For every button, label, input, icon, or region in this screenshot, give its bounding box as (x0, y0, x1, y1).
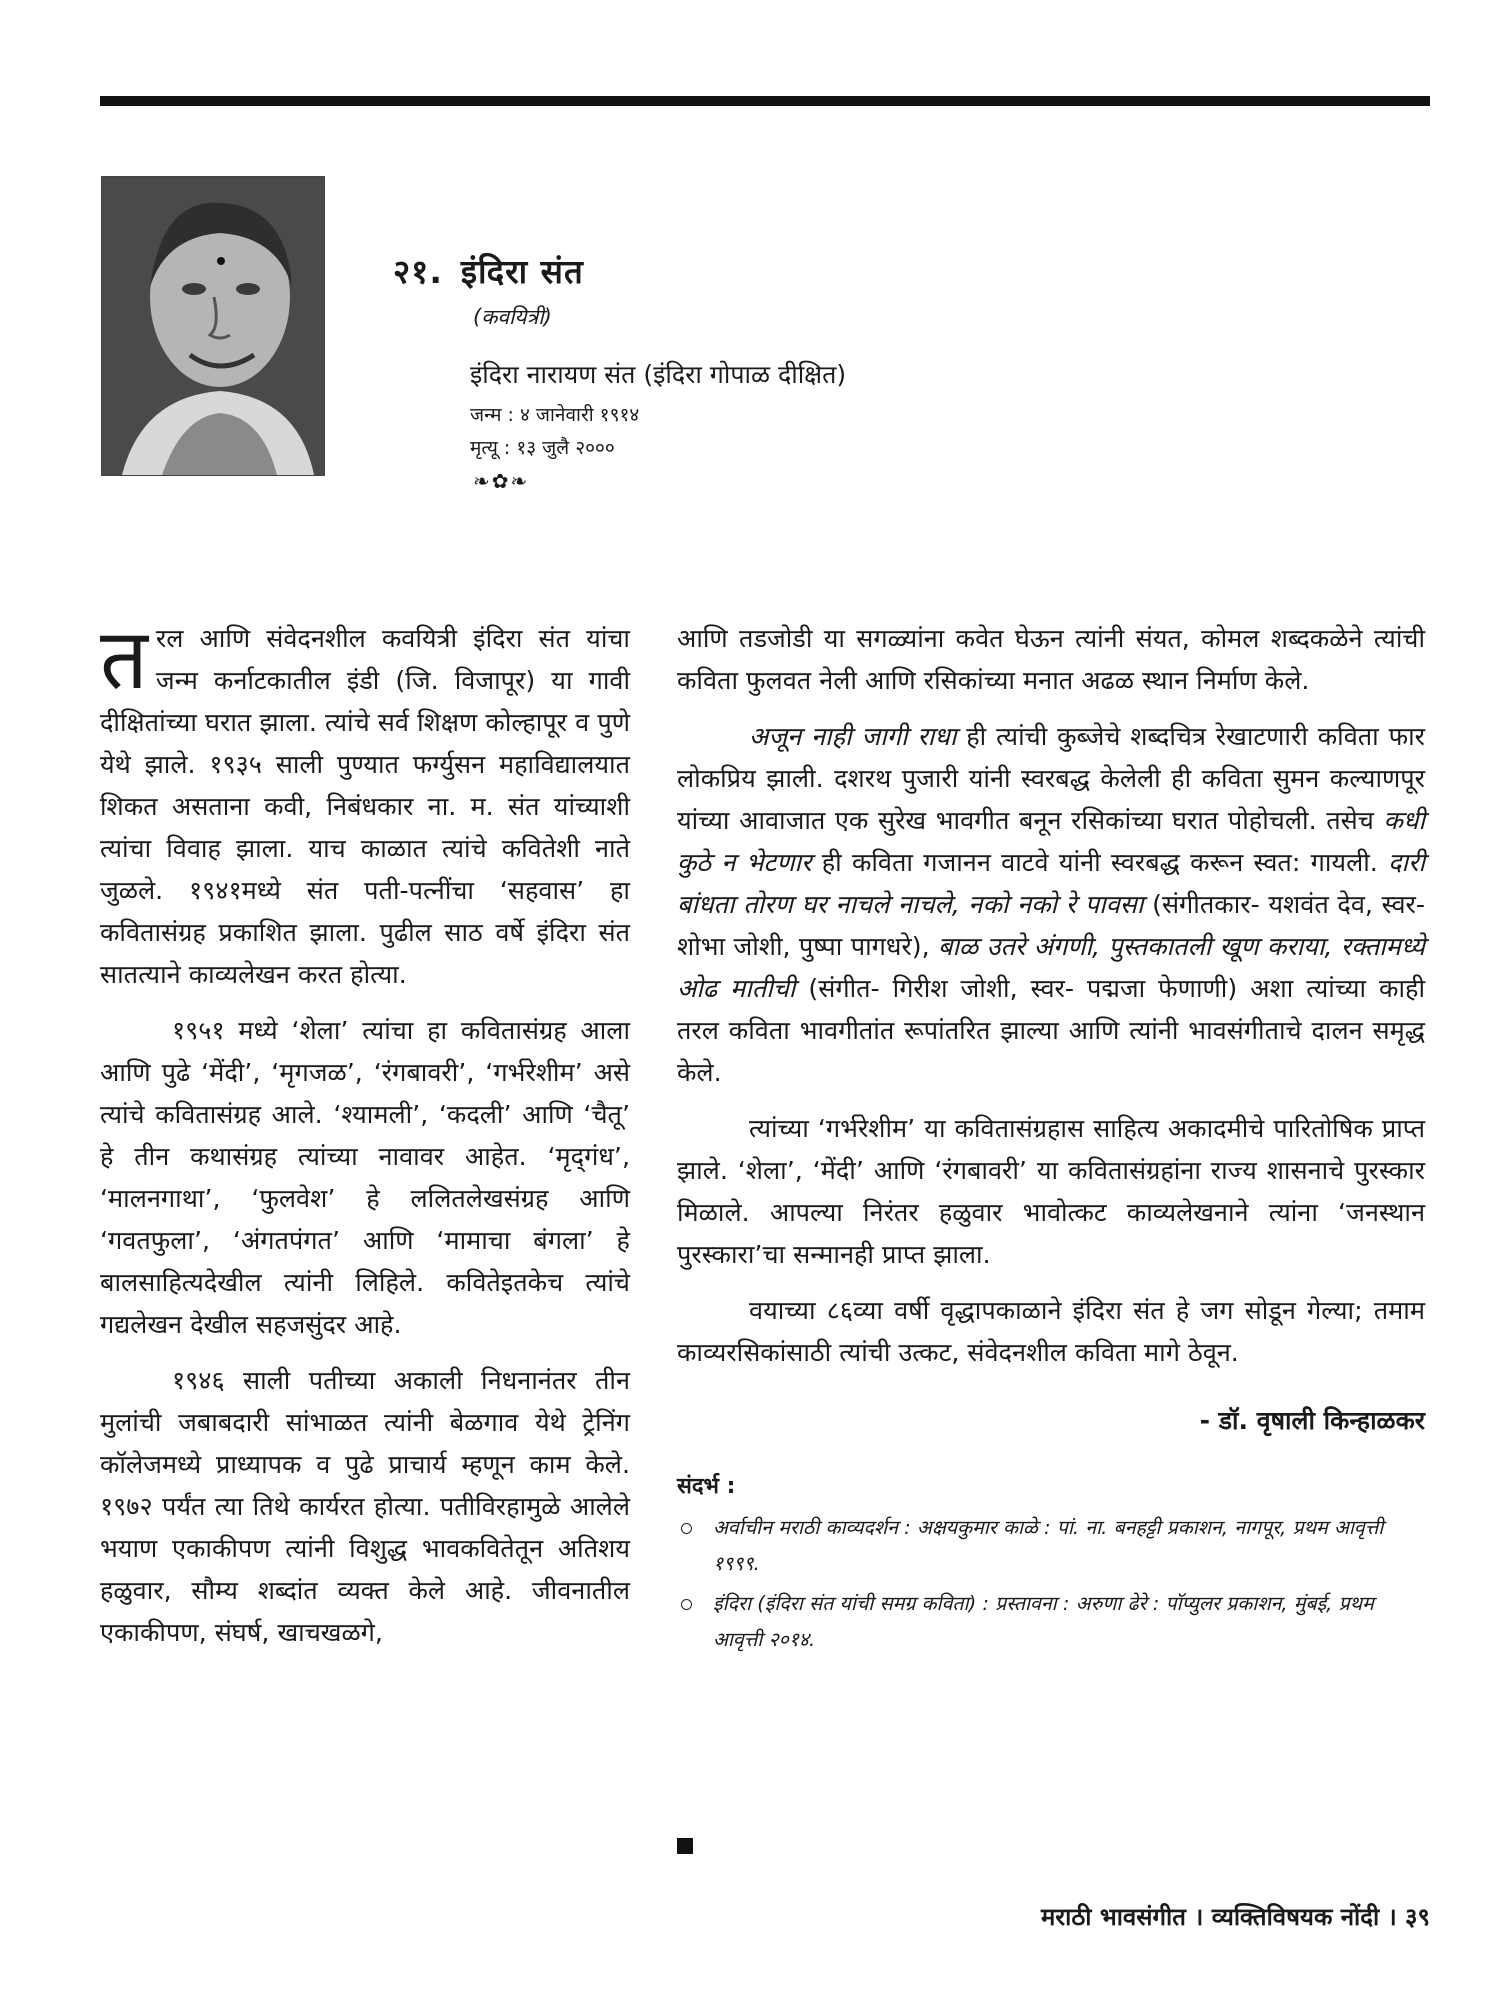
left-column (100, 610, 630, 1668)
death-date: मृत्यू : १३ जुलै २००० (470, 437, 615, 459)
reference-item: अर्वाचीन मराठी काव्यदर्शन : अक्षयकुमार काळे : पां. ना. बनहट्टी प्रकाशन, नागपूर, प्रथम आवृत्ती १९९९. (677, 1510, 1425, 1582)
ornament-icon: ❧✿❧ (473, 469, 530, 493)
song-title: दारी बांधता तोरण घर नाचले नाचले, नको नको रे पावसा (677, 848, 1425, 919)
paragraph-text: रल आणि संवेदनशील कवयित्री इंदिरा संत यांचा जन्म कर्नाटकातील इंडी (जि. विजापूर) या गावी दीक्षितांच्या घरात झाला. त्यांचे सर्व शिक्षण कोल्हापूर व पुणे येथे झाले. १९३५ साली पुण्यात फर्ग्युसन महाविद्यालयात शिकत असताना कवी, निबंधकार ना. म. संत यांच्याशी त्यांचा विवाह झाला. याच काळात त्यांचे कवितेशी नाते जुळले. १९४१मध्ये संत पती-पत्नींचा ‘सहवास’ हा कवितासंग्रह प्रकाशित झाला. पुढील साठ वर्षे इंदिरा संत सातत्याने काव्यलेखन करत होत्या. (100, 624, 630, 989)
references-list (677, 1510, 1425, 1658)
full-name: इंदिरा नारायण संत (इंदिरा गोपाळ दीक्षित) (470, 360, 847, 389)
paragraph: १९४६ साली पतीच्या अकाली निधनानंतर तीन मुलांची जबाबदारी सांभाळत त्यांनी बेळगाव येथे ट्रेनिंग कॉलेजमध्ये प्राध्यापक व पुढे प्राचार्य म्हणून काम केले. १९७२ पर्यंत त्या तिथे कार्यरत होत्या. पतीविरहामुळे आलेले भयाण एकाकीपण त्यांनी विशुद्ध भावकवितेतून अतिशय हळुवार, सौम्य शब्दांत व्यक्त केले आहे. जीवनातील एकाकीपण, संघर्ष, खाचखळगे, (100, 1366, 630, 1647)
song-title: बाळ उतरे अंगणी, पुस्तकातली खूण कराया, रक्तामध्ये ओढ मातीची (677, 932, 1425, 1003)
portrait-photo (101, 176, 325, 476)
right-column (677, 618, 1425, 1662)
paragraph (100, 610, 630, 996)
portrait-icon (102, 177, 324, 475)
paragraph-text: ही त्यांची कुब्जेचे शब्दचित्र रेखाटणारी कविता फार लोकप्रिय झाली. दशरथ पुजारी यांनी स्वरबद्ध केलेली ही कविता सुमन कल्याणपूर यांच्या आवाजात एक सुरेख भावगीत बनून रसिकांच्या घरात पोहोचली. तसेच (677, 722, 1425, 835)
entry-number: २१. (393, 252, 443, 291)
reference-item: इंदिरा (इंदिरा संत यांची समग्र कविता) : प्रस्तावना : अरुणा ढेरे : पॉप्युलर प्रकाशन, मुंबई, प्रथम आवृत्ती २०१४. (677, 1586, 1425, 1658)
paragraph-text: ही कविता गजानन वाटवे यांनी स्वरबद्ध करून स्वत: गायली. (811, 848, 1389, 877)
paragraph: आणि तडजोडी या सगळ्यांना कवेत घेऊन त्यांनी संयत, कोमल शब्दकळेने त्यांची कविता फुलवत नेली आणि रसिकांच्या मनात अढळ स्थान निर्माण केले. (677, 624, 1425, 695)
top-rule (100, 96, 1430, 106)
song-title: कधी कुठे न भेटणार (677, 806, 1425, 877)
paragraph: १९५१ मध्ये ‘शेला’ त्यांचा हा कवितासंग्रह आला आणि पुढे ‘मेंदी’, ‘मृगजळ’, ‘रंगबावरी’, ‘गर्भरेशीम’ असे त्यांचे कवितासंग्रह आले. ‘श्यामली’, ‘कदली’ आणि ‘चैतू’ हे तीन कथासंग्रह त्यांच्या नावावर आहेत. ‘मृद्‌गंध’, ‘मालनगाथा’, ‘फुलवेश’ हे ललितलेखसंग्रह आणि ‘गवतफुला’, ‘अंगतपंगत’ आणि ‘मामाचा बंगला’ हे बालसाहित्यदेखील त्यांनी लिहिले. कवितेइतकेच त्यांचे गद्यलेखन देखील सहजसुंदर आहे. (100, 1016, 630, 1339)
paragraph-text: (संगीत- गिरीश जोशी, स्वर- पद्मजा फेणाणी) अशा त्यांच्या काही तरल कविता भावगीतांत रूपांतरित झाल्या आणि त्यांनी भावसंगीताचे दालन समृद्ध केले. (677, 974, 1425, 1087)
references-heading: संदर्भ : (677, 1474, 736, 1499)
author-signature: - डॉ. वृषाली किन्हाळकर (1199, 1406, 1425, 1435)
life-dates (470, 399, 1093, 465)
song-title: अजून नाही जागी राधा (749, 722, 957, 751)
end-mark-icon (677, 1838, 693, 1854)
page-footer: मराठी भावसंगीत । व्यक्तिविषयक नोंदी । ३९ (1040, 1903, 1430, 1931)
entry-title (393, 248, 1093, 293)
paragraph: वयाच्या ८६व्या वर्षी वृद्धापकाळाने इंदिरा संत हे जग सोडून गेल्या; तमाम काव्यरसिकांसाठी त्यांची उत्कट, संवेदनशील कविता मागे ठेवून. (677, 1296, 1425, 1367)
drop-cap: त (100, 610, 148, 708)
entry-role: (कवयित्री) (473, 305, 552, 329)
paragraph (677, 716, 1425, 1094)
entry-name: इंदिरा संत (460, 252, 584, 291)
paragraph: त्यांच्या ‘गर्भरेशीम’ या कवितासंग्रहास साहित्य अकादमीचे पारितोषिक प्राप्त झाले. ‘शेला’, ‘मेंदी’ आणि ‘रंगबावरी’ या कवितासंग्रहांना राज्य शासनाचे पुरस्कार मिळाले. आपल्या निरंतर हळुवार भावोत्कट काव्यलेखनाने त्यांना ‘जनस्थान पुरस्कारा’चा सन्मानही प्राप्त झाला. (677, 1114, 1425, 1269)
paragraph-text: (संगीतकार- यशवंत देव, स्वर- शोभा जोशी, पुष्पा पागधरे), (677, 890, 1425, 961)
birth-date: जन्म : ४ जानेवारी १९१४ (470, 404, 640, 426)
entry-header (393, 248, 1093, 493)
